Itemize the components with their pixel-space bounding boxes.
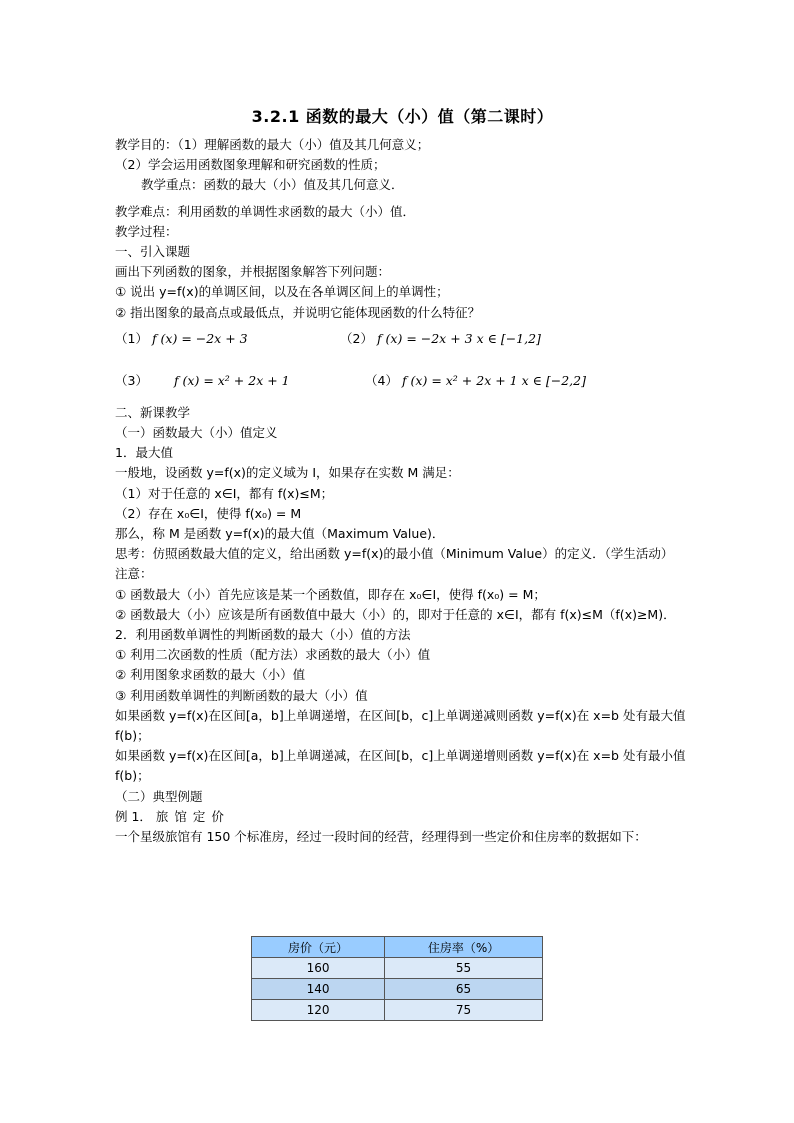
table-cell: 140 <box>252 979 385 1000</box>
process: 教学过程： <box>115 223 178 239</box>
section2-heading: 二、新课教学 <box>115 404 191 420</box>
function-3 <box>115 371 365 389</box>
method-3: ③ 利用函数单调性的判断函数的最大（小）值 <box>115 687 368 703</box>
function-row-2 <box>115 369 690 391</box>
document-body <box>115 104 690 847</box>
table-cell: 75 <box>385 1000 543 1021</box>
section1-intro: 画出下列函数的图象，并根据图象解答下列问题： <box>115 264 391 280</box>
question-1: ① 说出 y=f(x)的单调区间，以及在各单调区间上的单调性； <box>115 284 449 300</box>
function-1 <box>115 329 340 347</box>
example-title: 旅馆定价 <box>155 808 230 824</box>
example-text: 一个星级旅馆有 150 个标准房，经过一段时间的经营，经理得到一些定价和住房率的数据如下： <box>115 829 647 845</box>
section1-heading: 一、引入课题 <box>115 244 191 260</box>
table-cell: 65 <box>385 979 543 1000</box>
condition-1: （1）对于任意的 x∈I，都有 f(x)≤M； <box>115 485 334 501</box>
note-1: ① 函数最大（小）首先应该是某一个函数值，即存在 x₀∈I，使得 f(x₀) = M； <box>115 586 546 602</box>
item-2: 2．利用函数单调性的判断函数的最大（小）值的方法 <box>115 627 411 643</box>
function-3-label: （3） <box>115 372 148 388</box>
rule-1: 如果函数 y=f(x)在区间[a，b]上单调递增，在区间[b，c]上单调递减则函数 y=f(x)在 x=b 处有最大值 f(b)； <box>115 707 686 744</box>
condition-2: （2）存在 x₀∈I，使得 f(x₀) = M <box>115 505 302 521</box>
table-header: 住房率（%） <box>385 937 543 958</box>
table-header-row <box>252 937 543 958</box>
method-1: ① 利用二次函数的性质（配方法）求函数的最大（小）值 <box>115 647 431 663</box>
difficulty: 教学难点：利用函数的单调性求函数的最大（小）值． <box>115 203 416 219</box>
think: 思考：仿照函数最大值的定义，给出函数 y=f(x)的最小值（Minimum Value）的定义．（学生活动） <box>115 546 674 562</box>
page-title: 3.2.1 函数的最大（小）值（第二课时） <box>251 107 554 126</box>
function-3-formula: f (x) = x² + 2x + 1 <box>173 372 290 388</box>
function-1-label: （1） <box>115 330 148 346</box>
table-row <box>252 1000 543 1021</box>
function-2 <box>340 329 690 347</box>
table-row <box>252 958 543 979</box>
subsection-2: （二）典型例题 <box>115 788 203 804</box>
function-4-formula: f (x) = x² + 2x + 1 x ∈ [−2,2] <box>401 372 586 388</box>
note: 注意： <box>115 566 153 582</box>
subsection-1: （一）函数最大（小）值定义 <box>115 425 278 441</box>
table-cell: 55 <box>385 958 543 979</box>
item-1: 1．最大值 <box>115 445 173 461</box>
function-4-label: （4） <box>365 372 398 388</box>
example-label: 例 1． <box>115 808 152 824</box>
rule-2: 如果函数 y=f(x)在区间[a，b]上单调递减，在区间[b，c]上单调递增则函数 y=f(x)在 x=b 处有最小值 f(b)； <box>115 748 686 784</box>
table-cell: 120 <box>252 1000 385 1021</box>
table-row <box>252 979 543 1000</box>
table-header: 房价（元） <box>252 937 385 958</box>
function-2-formula: f (x) = −2x + 3 x ∈ [−1,2] <box>376 330 541 346</box>
function-2-label: （2） <box>340 330 373 346</box>
table-cell: 160 <box>252 958 385 979</box>
price-occupancy-table <box>251 936 543 1021</box>
function-1-formula: f (x) = −2x + 3 <box>151 330 248 346</box>
note-2: ② 函数最大（小）应该是所有函数值中最大（小）的，即对于任意的 x∈I，都有 f(x)≤M（f(x)≥M)． <box>115 606 676 622</box>
example-1 <box>115 807 690 827</box>
method-2: ② 利用图象求函数的最大（小）值 <box>115 667 306 683</box>
question-2: ② 指出图象的最高点或最低点，并说明它能体现函数的什么特征？ <box>115 304 481 320</box>
goal-2: （2）学会运用函数图象理解和研究函数的性质； <box>115 157 386 173</box>
conclusion: 那么，称 M 是函数 y=f(x)的最大值（Maximum Value)． <box>115 526 445 542</box>
function-4 <box>365 371 690 389</box>
definition: 一般地，设函数 y=f(x)的定义域为 I，如果存在实数 M 满足： <box>115 465 460 481</box>
function-row-1 <box>115 327 690 349</box>
goal-1: 教学目的：（1）理解函数的最大（小）值及其几何意义； <box>115 137 430 152</box>
key-point: 教学重点：函数的最大（小）值及其几何意义． <box>141 177 404 193</box>
